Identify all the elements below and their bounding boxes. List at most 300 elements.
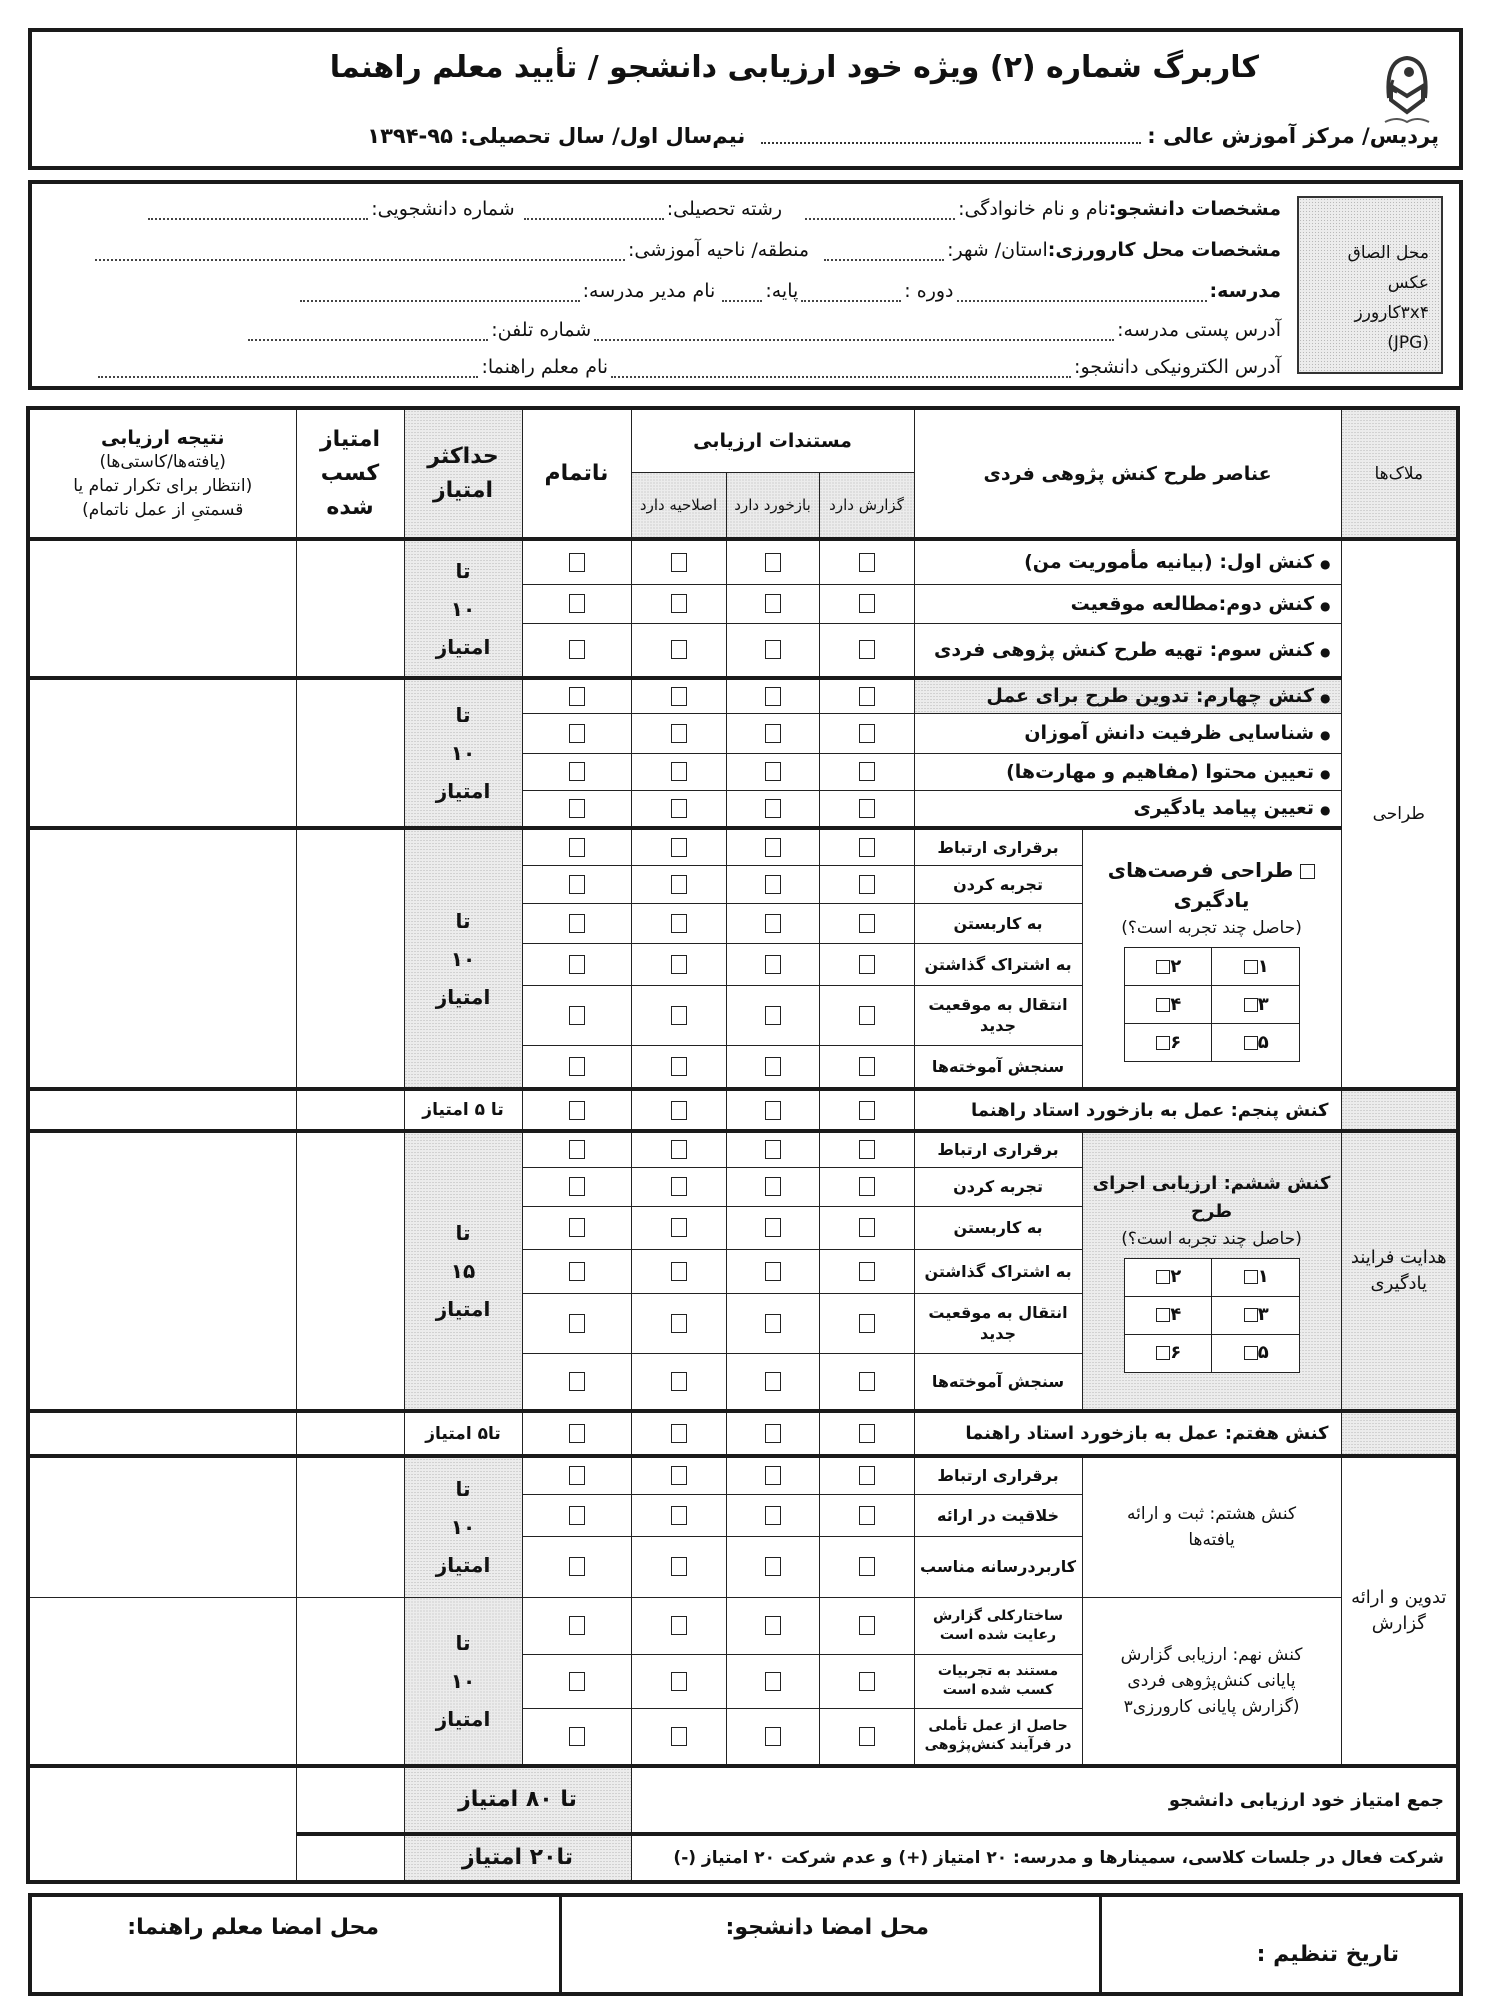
sub-item: انتقال به موقعیت جدید: [914, 1293, 1082, 1353]
count-option[interactable]: ۱: [1212, 1258, 1300, 1296]
phone-field[interactable]: [248, 327, 488, 341]
province-label: استان/ شهر:: [947, 239, 1048, 261]
checkbox[interactable]: [1244, 960, 1258, 974]
checkbox[interactable]: [569, 687, 585, 706]
report-cell[interactable]: [819, 1456, 914, 1494]
incomplete-cell[interactable]: [522, 1089, 631, 1131]
feedback-cell[interactable]: [726, 623, 819, 678]
feedback-cell[interactable]: [726, 713, 819, 753]
checkbox[interactable]: [859, 1006, 875, 1025]
report-cell[interactable]: [819, 865, 914, 903]
checkbox[interactable]: [765, 1466, 781, 1485]
checkbox[interactable]: [671, 955, 687, 974]
revision-cell[interactable]: [631, 1536, 726, 1597]
checkbox[interactable]: [765, 1616, 781, 1635]
revision-cell[interactable]: [631, 1654, 726, 1708]
checkbox[interactable]: [1156, 1308, 1170, 1322]
checkbox[interactable]: [859, 1424, 875, 1443]
feedback-cell[interactable]: [726, 865, 819, 903]
report-cell[interactable]: [819, 539, 914, 584]
checkbox[interactable]: [1300, 864, 1315, 879]
checkbox[interactable]: [569, 1616, 585, 1635]
checkbox[interactable]: [765, 838, 781, 857]
feedback-cell[interactable]: [726, 1597, 819, 1654]
checkbox[interactable]: [859, 640, 875, 659]
checkbox[interactable]: [671, 1218, 687, 1237]
report-cell[interactable]: [819, 1089, 914, 1131]
report-cell[interactable]: [819, 1206, 914, 1249]
checkbox[interactable]: [671, 1727, 687, 1746]
name-field[interactable]: [805, 206, 955, 220]
checkbox[interactable]: [671, 594, 687, 613]
report-cell[interactable]: [819, 1353, 914, 1411]
checkbox[interactable]: [1156, 960, 1170, 974]
checkbox[interactable]: [765, 914, 781, 933]
checkbox[interactable]: [569, 838, 585, 857]
report-cell[interactable]: [819, 943, 914, 985]
earned-score-cell[interactable]: [296, 1597, 404, 1766]
checkbox[interactable]: [765, 1672, 781, 1691]
checkbox[interactable]: [859, 955, 875, 974]
max-text: تا: [455, 1221, 471, 1245]
revision-cell[interactable]: [631, 1293, 726, 1353]
checkbox[interactable]: [765, 1101, 781, 1120]
checkbox[interactable]: [569, 1218, 585, 1237]
revision-cell[interactable]: [631, 1708, 726, 1766]
checkbox[interactable]: [859, 1262, 875, 1281]
checkbox[interactable]: [1156, 1036, 1170, 1050]
checkbox[interactable]: [859, 1314, 875, 1333]
photo-text: (JPG): [1387, 333, 1429, 353]
result-cell[interactable]: [28, 1131, 296, 1411]
earned-score-cell[interactable]: [296, 828, 404, 1089]
revision-cell[interactable]: [631, 865, 726, 903]
checkbox[interactable]: [765, 1506, 781, 1525]
revision-cell[interactable]: [631, 1167, 726, 1206]
revision-cell[interactable]: [631, 1131, 726, 1167]
incomplete-cell[interactable]: [522, 790, 631, 828]
grade-field[interactable]: [722, 288, 762, 302]
report-cell[interactable]: [819, 1536, 914, 1597]
result-cell[interactable]: [28, 1456, 296, 1597]
checkbox[interactable]: [569, 1727, 585, 1746]
checkbox[interactable]: [569, 1672, 585, 1691]
checkbox[interactable]: [569, 1262, 585, 1281]
incomplete-cell[interactable]: [522, 1206, 631, 1249]
max-score-cell: [404, 1131, 522, 1411]
checkbox[interactable]: [671, 799, 687, 818]
checkbox[interactable]: [859, 1727, 875, 1746]
checkbox[interactable]: [765, 955, 781, 974]
checkbox[interactable]: [569, 724, 585, 743]
report-cell[interactable]: [819, 678, 914, 713]
checkbox[interactable]: [765, 799, 781, 818]
checkbox[interactable]: [859, 762, 875, 781]
checkbox[interactable]: [671, 914, 687, 933]
revision-cell[interactable]: [631, 985, 726, 1045]
feedback-cell[interactable]: [726, 584, 819, 623]
incomplete-cell[interactable]: [522, 943, 631, 985]
checkbox[interactable]: [671, 1466, 687, 1485]
mentor-field[interactable]: [98, 364, 478, 378]
earned-score-cell[interactable]: [296, 539, 404, 678]
incomplete-cell[interactable]: [522, 1131, 631, 1167]
checkbox[interactable]: [859, 594, 875, 613]
checkbox[interactable]: [859, 1506, 875, 1525]
major-field[interactable]: [524, 206, 664, 220]
revision-cell[interactable]: [631, 1456, 726, 1494]
count-option[interactable]: ۶: [1124, 1334, 1212, 1372]
district-field[interactable]: [95, 247, 625, 261]
checkbox[interactable]: [859, 553, 875, 572]
report-cell[interactable]: [819, 1654, 914, 1708]
province-field[interactable]: [824, 247, 944, 261]
checkbox[interactable]: [859, 1177, 875, 1196]
checkbox[interactable]: [765, 1372, 781, 1391]
checkbox[interactable]: [671, 1177, 687, 1196]
report-cell[interactable]: [819, 828, 914, 865]
checkbox[interactable]: [569, 1372, 585, 1391]
checkbox[interactable]: [671, 724, 687, 743]
checkbox[interactable]: [569, 1140, 585, 1159]
checkbox[interactable]: [859, 1616, 875, 1635]
student-signature-cell[interactable]: [559, 1897, 1099, 1992]
report-cell[interactable]: [819, 985, 914, 1045]
report-cell[interactable]: [819, 1597, 914, 1654]
result-cell[interactable]: [28, 539, 296, 678]
report-cell[interactable]: [819, 1249, 914, 1293]
checkbox[interactable]: [859, 724, 875, 743]
checkbox[interactable]: [569, 1314, 585, 1333]
checkbox[interactable]: [569, 1057, 585, 1076]
school-address-field[interactable]: [594, 327, 1114, 341]
checkbox[interactable]: [671, 838, 687, 857]
checkbox[interactable]: [859, 1218, 875, 1237]
checkbox[interactable]: [569, 799, 585, 818]
checkbox[interactable]: [859, 1557, 875, 1576]
count-option[interactable]: ۲: [1124, 948, 1212, 986]
feedback-cell[interactable]: [726, 943, 819, 985]
name-label: نام و نام خانوادگی:: [958, 198, 1109, 220]
checkbox[interactable]: [671, 1616, 687, 1635]
revision-cell[interactable]: [631, 1249, 726, 1293]
count-option[interactable]: ۱: [1212, 948, 1300, 986]
incomplete-cell[interactable]: [522, 1494, 631, 1536]
report-cell[interactable]: [819, 1131, 914, 1167]
report-cell[interactable]: [819, 713, 914, 753]
incomplete-cell[interactable]: [522, 713, 631, 753]
revision-cell[interactable]: [631, 1597, 726, 1654]
incomplete-cell[interactable]: [522, 903, 631, 943]
criteria-design: طراحی: [1341, 539, 1458, 1089]
result-cell[interactable]: [28, 1597, 296, 1766]
report-cell[interactable]: [819, 1293, 914, 1353]
incomplete-cell[interactable]: [522, 1411, 631, 1456]
feedback-cell[interactable]: [726, 1131, 819, 1167]
feedback-cell[interactable]: [726, 903, 819, 943]
checkbox[interactable]: [1244, 1308, 1258, 1322]
revision-cell[interactable]: [631, 1411, 726, 1456]
revision-cell[interactable]: [631, 943, 726, 985]
feedback-cell[interactable]: [726, 1293, 819, 1353]
checkbox[interactable]: [1244, 1036, 1258, 1050]
earned-score-cell[interactable]: [296, 1456, 404, 1597]
checkbox[interactable]: [671, 1672, 687, 1691]
date-cell[interactable]: [1099, 1897, 1459, 1992]
result-cell[interactable]: [28, 678, 296, 828]
revision-cell[interactable]: [631, 753, 726, 790]
incomplete-cell[interactable]: [522, 753, 631, 790]
feedback-cell[interactable]: [726, 1249, 819, 1293]
checkbox[interactable]: [859, 838, 875, 857]
phone-label: شماره تلفن:: [491, 319, 592, 341]
feedback-cell[interactable]: [726, 1089, 819, 1131]
report-cell[interactable]: [819, 1708, 914, 1766]
course-field[interactable]: [801, 288, 901, 302]
final-result-cell[interactable]: [28, 1766, 296, 1882]
revision-cell[interactable]: [631, 1089, 726, 1131]
checkbox[interactable]: [569, 1006, 585, 1025]
checkbox[interactable]: [671, 1101, 687, 1120]
feedback-cell[interactable]: [726, 790, 819, 828]
school-field[interactable]: [957, 288, 1207, 302]
checkbox[interactable]: [859, 1372, 875, 1391]
feedback-cell[interactable]: [726, 1654, 819, 1708]
checkbox[interactable]: [859, 1140, 875, 1159]
checkbox[interactable]: [671, 1557, 687, 1576]
checkbox[interactable]: [765, 1140, 781, 1159]
count-option[interactable]: ۴: [1124, 1296, 1212, 1334]
checkbox[interactable]: [859, 875, 875, 894]
earned-score-cell[interactable]: [296, 1089, 404, 1131]
checkbox[interactable]: [671, 875, 687, 894]
checkbox[interactable]: [671, 1140, 687, 1159]
earned-score-cell[interactable]: [296, 1131, 404, 1411]
feedback-cell[interactable]: [726, 1045, 819, 1089]
max-text: امتیاز: [435, 984, 491, 1009]
feedback-cell[interactable]: [726, 539, 819, 584]
checkbox[interactable]: [671, 1314, 687, 1333]
total-earned-cell[interactable]: [296, 1766, 404, 1834]
checkbox[interactable]: [765, 1262, 781, 1281]
max-value: ۱۰: [450, 596, 476, 621]
checkbox[interactable]: [765, 687, 781, 706]
feedback-cell[interactable]: [726, 1353, 819, 1411]
checkbox[interactable]: [859, 914, 875, 933]
checkbox[interactable]: [765, 1557, 781, 1576]
checkbox[interactable]: [1244, 1270, 1258, 1284]
count-option[interactable]: ۵: [1212, 1024, 1300, 1062]
incomplete-cell[interactable]: [522, 1597, 631, 1654]
documents-header: مستندات ارزیابی: [631, 408, 914, 472]
feedback-cell[interactable]: [726, 753, 819, 790]
checkbox[interactable]: [569, 875, 585, 894]
report-cell[interactable]: [819, 1167, 914, 1206]
revision-cell[interactable]: [631, 1206, 726, 1249]
checkbox[interactable]: [859, 1672, 875, 1691]
campus-field[interactable]: [761, 124, 1141, 144]
revision-cell[interactable]: [631, 678, 726, 713]
revision-header: اصلاحیه دارد: [631, 472, 726, 539]
incomplete-cell[interactable]: [522, 623, 631, 678]
result-cell[interactable]: [28, 1411, 296, 1456]
revision-cell[interactable]: [631, 828, 726, 865]
checkbox[interactable]: [671, 1372, 687, 1391]
revision-cell[interactable]: [631, 1494, 726, 1536]
incomplete-cell[interactable]: [522, 1536, 631, 1597]
checkbox[interactable]: [1244, 1346, 1258, 1360]
checkbox[interactable]: [1156, 1346, 1170, 1360]
checkbox[interactable]: [671, 1506, 687, 1525]
checkbox[interactable]: [569, 553, 585, 572]
checkbox[interactable]: [569, 1424, 585, 1443]
report-cell[interactable]: [819, 623, 914, 678]
earned-score-cell[interactable]: [296, 1411, 404, 1456]
feedback-cell[interactable]: [726, 1708, 819, 1766]
revision-cell[interactable]: [631, 713, 726, 753]
result-cell[interactable]: [28, 1089, 296, 1131]
checkbox[interactable]: [859, 1101, 875, 1120]
checkbox[interactable]: [671, 1262, 687, 1281]
checkbox[interactable]: [671, 640, 687, 659]
incomplete-cell[interactable]: [522, 1045, 631, 1089]
checkbox[interactable]: [569, 955, 585, 974]
incomplete-cell[interactable]: [522, 1654, 631, 1708]
email-label: آدرس الکترونیکی دانشجو:: [1074, 356, 1281, 378]
incomplete-cell[interactable]: [522, 985, 631, 1045]
report-cell[interactable]: [819, 1045, 914, 1089]
earned-score-cell[interactable]: [296, 678, 404, 828]
email-field[interactable]: [611, 364, 1071, 378]
checkbox[interactable]: [765, 1727, 781, 1746]
incomplete-cell[interactable]: [522, 1353, 631, 1411]
max-score-cell: [404, 678, 522, 828]
student-section-label: مشخصات دانشجو:: [1108, 198, 1281, 220]
checkbox[interactable]: [765, 1218, 781, 1237]
incomplete-cell[interactable]: [522, 584, 631, 623]
revision-cell[interactable]: [631, 623, 726, 678]
checkbox[interactable]: [765, 762, 781, 781]
incomplete-cell[interactable]: [522, 1167, 631, 1206]
checkbox[interactable]: [859, 1466, 875, 1485]
feedback-cell[interactable]: [726, 828, 819, 865]
report-cell[interactable]: [819, 903, 914, 943]
incomplete-cell[interactable]: [522, 1708, 631, 1766]
checkbox[interactable]: [765, 553, 781, 572]
checkbox[interactable]: [569, 594, 585, 613]
checkbox[interactable]: [765, 875, 781, 894]
checkbox[interactable]: [671, 687, 687, 706]
report-cell[interactable]: [819, 753, 914, 790]
checkbox[interactable]: [569, 762, 585, 781]
checkbox[interactable]: [765, 1177, 781, 1196]
checkbox[interactable]: [671, 1057, 687, 1076]
school-address-label: آدرس پستی مدرسه:: [1117, 319, 1281, 341]
feedback-cell[interactable]: [726, 1536, 819, 1597]
count-option[interactable]: ۴: [1124, 986, 1212, 1024]
principal-field[interactable]: [300, 288, 580, 302]
photo-text: عکس: [1387, 273, 1429, 293]
checkbox[interactable]: [859, 687, 875, 706]
checkbox[interactable]: [569, 1101, 585, 1120]
checkbox[interactable]: [1156, 998, 1170, 1012]
count-option[interactable]: ۶: [1124, 1024, 1212, 1062]
checkbox[interactable]: [671, 553, 687, 572]
checkbox[interactable]: [859, 1057, 875, 1076]
result-cell[interactable]: [28, 828, 296, 1089]
revision-cell[interactable]: [631, 539, 726, 584]
report-cell[interactable]: [819, 1494, 914, 1536]
revision-cell[interactable]: [631, 903, 726, 943]
feedback-cell[interactable]: [726, 1411, 819, 1456]
feedback-cell[interactable]: [726, 678, 819, 713]
checkbox[interactable]: [765, 1006, 781, 1025]
count-option[interactable]: ۳: [1212, 986, 1300, 1024]
checkbox[interactable]: [569, 1506, 585, 1525]
checkbox[interactable]: [569, 640, 585, 659]
revision-cell[interactable]: [631, 790, 726, 828]
incomplete-cell[interactable]: [522, 1249, 631, 1293]
checkbox[interactable]: [569, 1557, 585, 1576]
checkbox[interactable]: [671, 762, 687, 781]
incomplete-cell[interactable]: [522, 865, 631, 903]
feedback-cell[interactable]: [726, 1167, 819, 1206]
checkbox[interactable]: [765, 1057, 781, 1076]
incomplete-cell[interactable]: [522, 678, 631, 713]
checkbox[interactable]: [1244, 998, 1258, 1012]
max-score-cell: [404, 1597, 522, 1766]
participation-earned-cell[interactable]: [296, 1834, 404, 1882]
checkbox[interactable]: [1156, 1270, 1170, 1284]
incomplete-cell[interactable]: [522, 539, 631, 584]
checkbox[interactable]: [765, 594, 781, 613]
checkbox[interactable]: [765, 1314, 781, 1333]
checkbox[interactable]: [569, 1466, 585, 1485]
count-option[interactable]: ۵: [1212, 1334, 1300, 1372]
checkbox[interactable]: [569, 914, 585, 933]
feedback-cell[interactable]: [726, 1456, 819, 1494]
checkbox[interactable]: [765, 724, 781, 743]
photo-placeholder[interactable]: [1297, 196, 1443, 374]
incomplete-cell[interactable]: [522, 1456, 631, 1494]
element-item: ●کنش دوم:مطالعه موقعیت: [914, 584, 1341, 623]
checkbox[interactable]: [765, 640, 781, 659]
max-text: امتیاز: [435, 779, 491, 803]
count-option[interactable]: ۳: [1212, 1296, 1300, 1334]
revision-cell[interactable]: [631, 1353, 726, 1411]
report-cell[interactable]: [819, 584, 914, 623]
checkbox[interactable]: [765, 1424, 781, 1443]
mentor-signature-cell[interactable]: [32, 1897, 559, 1992]
max-score-cell: [404, 828, 522, 1089]
report-cell[interactable]: [819, 1411, 914, 1456]
feedback-cell[interactable]: [726, 985, 819, 1045]
incomplete-cell[interactable]: [522, 828, 631, 865]
checkbox[interactable]: [671, 1006, 687, 1025]
revision-cell[interactable]: [631, 584, 726, 623]
checkbox[interactable]: [671, 1424, 687, 1443]
feedback-cell[interactable]: [726, 1494, 819, 1536]
count-option[interactable]: ۲: [1124, 1258, 1212, 1296]
revision-cell[interactable]: [631, 1045, 726, 1089]
checkbox[interactable]: [569, 1177, 585, 1196]
grade-label: پایه:: [765, 280, 799, 302]
report-cell[interactable]: [819, 790, 914, 828]
checkbox[interactable]: [859, 799, 875, 818]
incomplete-cell[interactable]: [522, 1293, 631, 1353]
student-id-field[interactable]: [148, 206, 368, 220]
feedback-cell[interactable]: [726, 1206, 819, 1249]
